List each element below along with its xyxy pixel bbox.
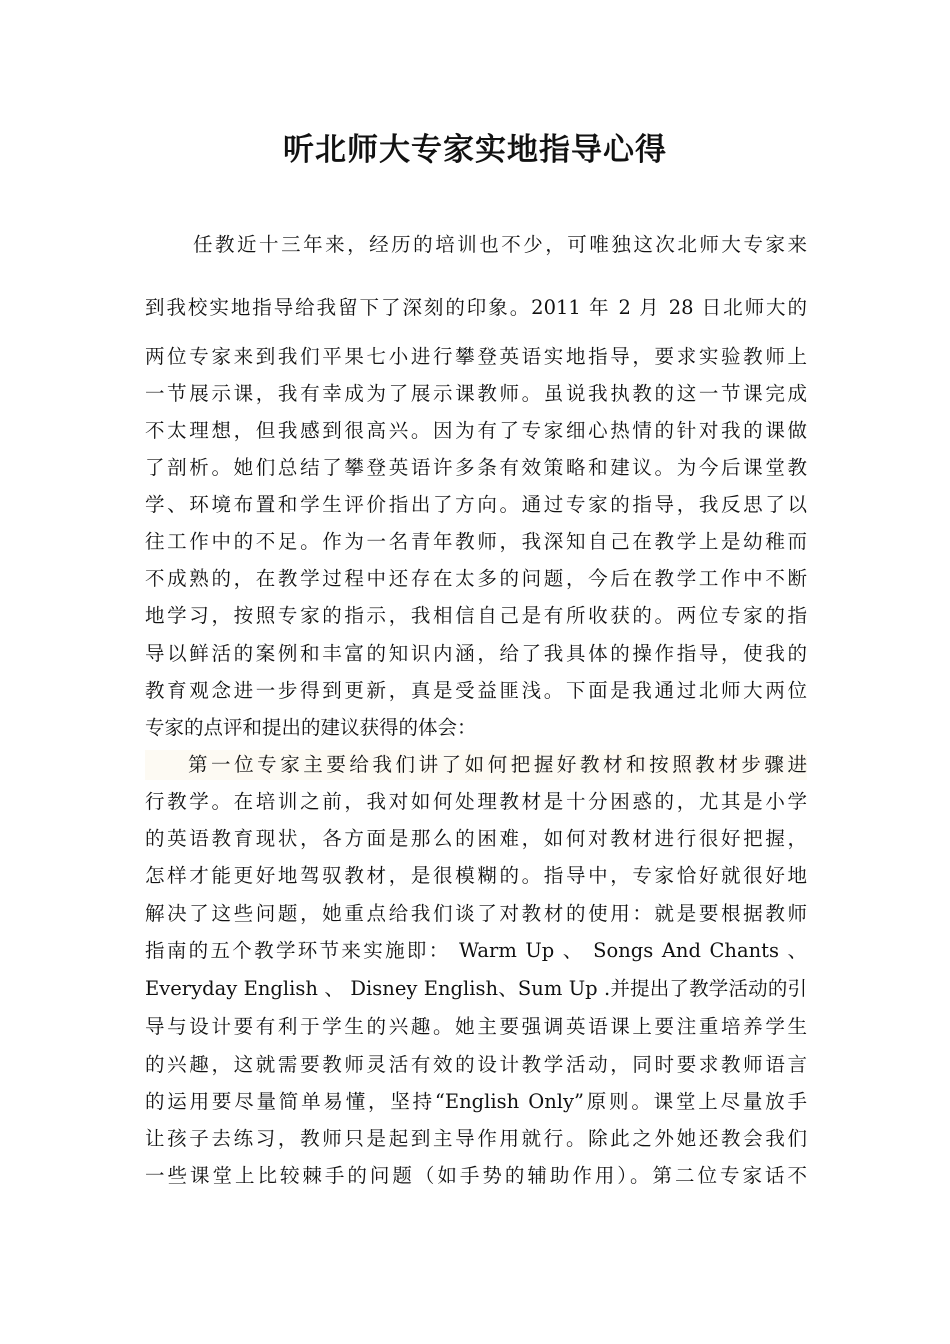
paragraph-line: 让孩子去练习，教师只是起到主导作用就行。除此之外她还教会我们 bbox=[145, 1127, 807, 1150]
paragraph-line: 到我校实地指导给我留下了深刻的印象。2011 年 2 月 28 日北师大的 bbox=[145, 296, 807, 319]
paragraph-line: 了剖析。她们总结了攀登英语许多条有效策略和建议。为今后课堂教 bbox=[145, 456, 807, 479]
paragraph-line: 的运用要尽量简单易懂，坚持“English Only”原则。课堂上尽量放手 bbox=[145, 1090, 807, 1113]
paragraph-line: 解决了这些问题，她重点给我们谈了对教材的使用：就是要根据教师 bbox=[145, 902, 807, 925]
paragraph-line: 学、环境布置和学生评价指出了方向。通过专家的指导，我反思了以 bbox=[145, 493, 807, 516]
paragraph-line: 导与设计要有利于学生的兴趣。她主要强调英语课上要注重培养学生 bbox=[145, 1015, 807, 1038]
paragraph-line: 一节展示课，我有幸成为了展示课教师。虽说我执教的这一节课完成 bbox=[145, 382, 807, 405]
paragraph-line: 两位专家来到我们平果七小进行攀登英语实地指导，要求实验教师上 bbox=[145, 345, 807, 368]
paragraph-line: 的兴趣，这就需要教师灵活有效的设计教学活动，同时要求教师语言 bbox=[145, 1053, 807, 1076]
paragraph-line: 专家的点评和提出的建议获得的体会： bbox=[145, 716, 477, 739]
paragraph-line: 第一位专家主要给我们讲了如何把握好教材和按照教材步骤进 bbox=[145, 750, 807, 780]
paragraph-line: 教育观念进一步得到更新，真是受益匪浅。下面是我通过北师大两位 bbox=[145, 679, 807, 702]
document-title: 听北师大专家实地指导心得 bbox=[283, 132, 667, 168]
paragraph-line: 地学习，按照专家的指示，我相信自己是有所收获的。两位专家的指 bbox=[145, 604, 807, 627]
paragraph-line: Everyday English 、 Disney English、Sum Up .并提出了教学活动的引 bbox=[145, 977, 807, 1000]
paragraph-line: 行教学。在培训之前，我对如何处理教材是十分困惑的，尤其是小学 bbox=[145, 790, 807, 813]
paragraph-line: 怎样才能更好地驾驭教材，是很模糊的。指导中，专家恰好就很好地 bbox=[145, 864, 807, 887]
paragraph-line: 指南的五个教学环节来实施即： Warm Up 、 Songs And Chants 、 bbox=[145, 939, 807, 962]
paragraph-line: 导以鲜活的案例和丰富的知识内涵，给了我具体的操作指导，使我的 bbox=[145, 642, 807, 665]
paragraph-line: 不太理想，但我感到很高兴。因为有了专家细心热情的针对我的课做 bbox=[145, 419, 807, 442]
paragraph-line: 任教近十三年来，经历的培训也不少，可唯独这次北师大专家来 bbox=[193, 233, 807, 256]
paragraph-line: 的英语教育现状，各方面是那么的困难，如何对教材进行很好把握， bbox=[145, 827, 807, 850]
paragraph-line: 往工作中的不足。作为一名青年教师，我深知自己在教学上是幼稚而 bbox=[145, 530, 807, 553]
paragraph-line: 一些课堂上比较棘手的问题（如手势的辅助作用）。第二位专家话不 bbox=[145, 1164, 807, 1187]
paragraph-line: 不成熟的，在教学过程中还存在太多的问题，今后在教学工作中不断 bbox=[145, 567, 807, 590]
